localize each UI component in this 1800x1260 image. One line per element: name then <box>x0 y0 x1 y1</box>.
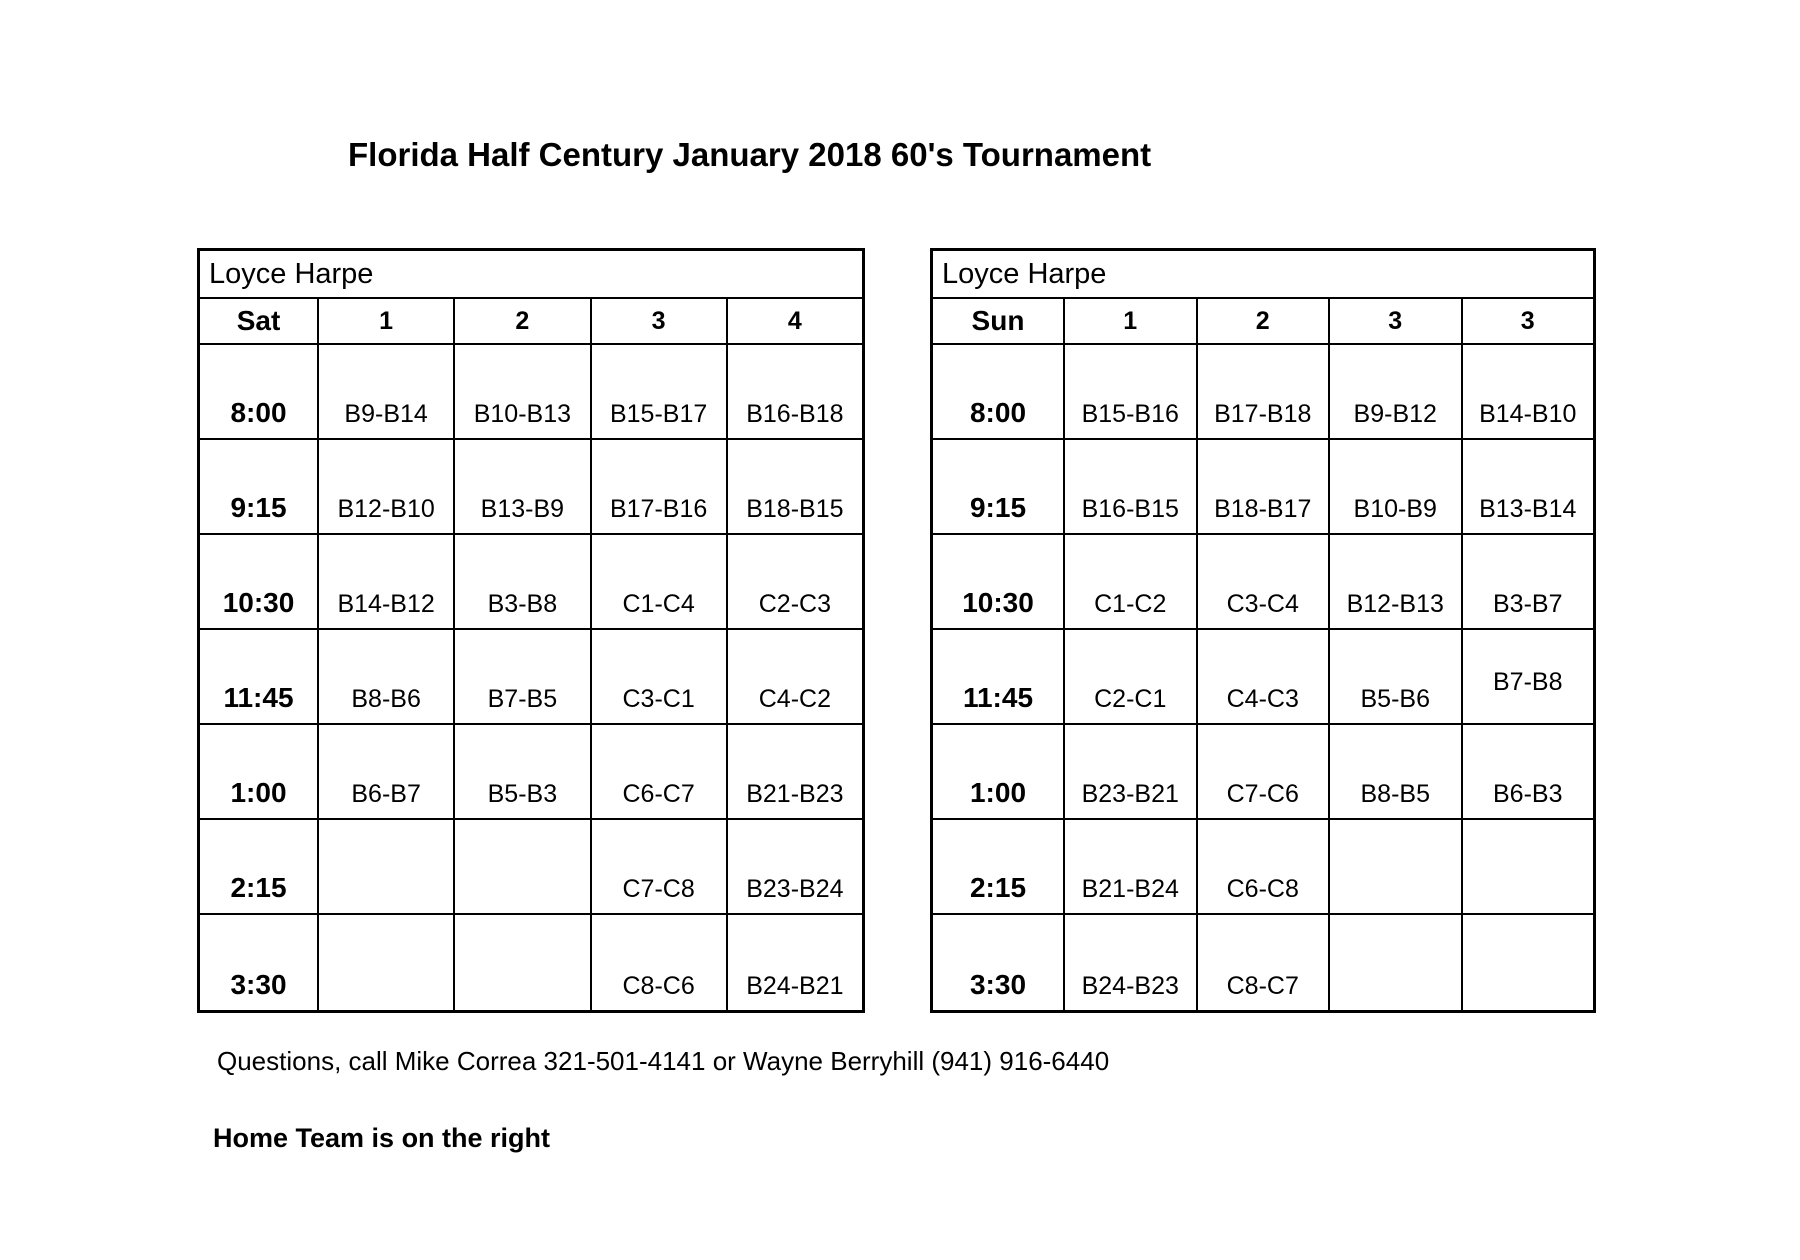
contact-questions-note: Questions, call Mike Correa 321-501-4141 or Wayne Berryhill (941) 916-6440 <box>217 1046 1110 1076</box>
matchup-cell: B5-B6 <box>1328 630 1461 723</box>
day-header: Sat <box>236 305 281 336</box>
time-label: 10:30 <box>962 587 1034 618</box>
court-number-header: 1 <box>1063 299 1196 343</box>
matchup-cell: B17-B16 <box>590 440 726 533</box>
court-number-header: 4 <box>726 299 862 343</box>
time-label: 3:30 <box>230 969 287 1000</box>
schedule-row <box>200 820 862 915</box>
matchup-cell: B14-B12 <box>317 535 453 628</box>
matchup-cell: C8-C6 <box>590 915 726 1010</box>
matchup-cell: B23-B21 <box>1063 725 1196 818</box>
matchup-cell: C3-C1 <box>590 630 726 723</box>
matchup-cell: C3-C4 <box>1196 535 1329 628</box>
empty-cell <box>317 820 453 913</box>
time-label: 3:30 <box>969 969 1027 1000</box>
matchup-cell: B8-B5 <box>1328 725 1461 818</box>
schedule-row <box>933 630 1593 725</box>
empty-cell <box>1328 820 1461 913</box>
time-label: 8:00 <box>969 397 1027 428</box>
matchup-cell: B16-B15 <box>1063 440 1196 533</box>
matchup-cell: B16-B18 <box>726 345 862 438</box>
matchup-cell: B3-B8 <box>453 535 589 628</box>
venue-name: Loyce Harpe <box>200 251 862 299</box>
schedule-row <box>200 535 862 630</box>
schedule-row <box>933 440 1593 535</box>
matchup-cell: B9-B14 <box>317 345 453 438</box>
matchup-cell: B18-B15 <box>726 440 862 533</box>
page-title: Florida Half Century January 2018 60's Tournament <box>348 136 1152 173</box>
time-label: 8:00 <box>230 397 287 428</box>
matchup-cell: B24-B21 <box>726 915 862 1010</box>
matchup-cell: B15-B16 <box>1063 345 1196 438</box>
matchup-cell: B18-B17 <box>1196 440 1329 533</box>
schedule-row <box>200 440 862 535</box>
schedule-rows <box>933 345 1593 1010</box>
empty-cell <box>1461 820 1594 913</box>
header-row <box>933 299 1593 345</box>
schedule-row <box>200 725 862 820</box>
sunday-schedule-table <box>930 248 1596 1013</box>
matchup-cell: B7-B5 <box>453 630 589 723</box>
schedule-row <box>200 345 862 440</box>
schedule-row <box>200 915 862 1010</box>
schedule-rows <box>200 345 862 1010</box>
matchup-cell: B17-B18 <box>1196 345 1329 438</box>
court-number-header: 2 <box>1196 299 1329 343</box>
matchup-cell: B6-B7 <box>317 725 453 818</box>
matchup-cell: B3-B7 <box>1461 535 1594 628</box>
matchup-cell: B15-B17 <box>590 345 726 438</box>
court-number-header: 1 <box>317 299 453 343</box>
matchup-cell: B23-B24 <box>726 820 862 913</box>
time-label: 2:15 <box>969 872 1027 903</box>
header-row <box>200 299 862 345</box>
matchup-cell: C1-C4 <box>590 535 726 628</box>
day-header: Sun <box>971 305 1025 336</box>
schedule-row <box>933 820 1593 915</box>
time-label: 1:00 <box>230 777 287 808</box>
time-label: 2:15 <box>230 872 287 903</box>
time-label: 11:45 <box>223 682 294 713</box>
matchup-cell: B21-B23 <box>726 725 862 818</box>
matchup-cell: C7-C8 <box>590 820 726 913</box>
court-number-header: 2 <box>453 299 589 343</box>
court-number-header: 3 <box>590 299 726 343</box>
empty-cell <box>1461 915 1594 1010</box>
schedule-row <box>933 535 1593 630</box>
saturday-schedule-table <box>197 248 865 1013</box>
matchup-cell: C4-C2 <box>726 630 862 723</box>
matchup-cell: B21-B24 <box>1063 820 1196 913</box>
empty-cell <box>1328 915 1461 1010</box>
empty-cell <box>453 915 589 1010</box>
matchup-cell: C7-C6 <box>1196 725 1329 818</box>
schedule-row <box>933 345 1593 440</box>
time-label: 1:00 <box>969 777 1027 808</box>
matchup-cell: B13-B9 <box>453 440 589 533</box>
empty-cell <box>317 915 453 1010</box>
time-label: 11:45 <box>962 682 1034 713</box>
matchup-cell: B9-B12 <box>1328 345 1461 438</box>
matchup-cell: B8-B6 <box>317 630 453 723</box>
home-team-note: Home Team is on the right <box>213 1123 551 1153</box>
matchup-cell: B5-B3 <box>453 725 589 818</box>
matchup-cell: B12-B10 <box>317 440 453 533</box>
court-number-header: 3 <box>1461 299 1594 343</box>
matchup-cell: C6-C7 <box>590 725 726 818</box>
matchup-cell: B7-B8 <box>1461 630 1594 723</box>
matchup-cell: C2-C1 <box>1063 630 1196 723</box>
matchup-cell: B10-B13 <box>453 345 589 438</box>
time-label: 10:30 <box>222 587 295 618</box>
matchup-cell: B13-B14 <box>1461 440 1594 533</box>
matchup-cell: C1-C2 <box>1063 535 1196 628</box>
matchup-cell: C8-C7 <box>1196 915 1329 1010</box>
matchup-cell: B12-B13 <box>1328 535 1461 628</box>
matchup-cell: B14-B10 <box>1461 345 1594 438</box>
matchup-cell: C2-C3 <box>726 535 862 628</box>
matchup-cell: B10-B9 <box>1328 440 1461 533</box>
time-label: 9:15 <box>969 492 1027 523</box>
empty-cell <box>453 820 589 913</box>
matchup-cell: C4-C3 <box>1196 630 1329 723</box>
venue-name: Loyce Harpe <box>933 251 1593 299</box>
schedule-row <box>200 630 862 725</box>
court-number-header: 3 <box>1328 299 1461 343</box>
schedule-row <box>933 915 1593 1010</box>
matchup-cell: C6-C8 <box>1196 820 1329 913</box>
matchup-cell: B6-B3 <box>1461 725 1594 818</box>
time-label: 9:15 <box>230 492 287 523</box>
schedule-row <box>933 725 1593 820</box>
matchup-cell: B24-B23 <box>1063 915 1196 1010</box>
